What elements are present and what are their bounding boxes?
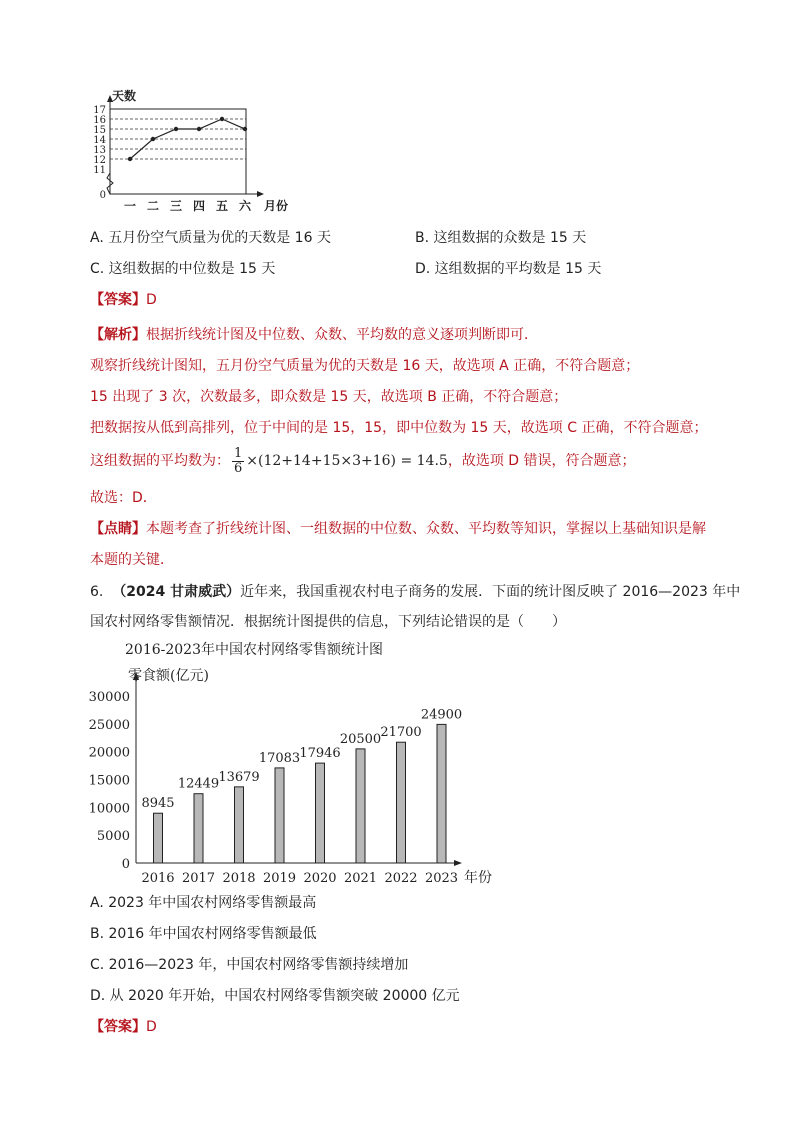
data-label: 13679 (218, 769, 260, 785)
x-tick-label: 2016 (141, 871, 175, 886)
y-tick-label: 15 (93, 125, 106, 136)
q5-analysis-line-3: 把数据按从低到高排列，位于中间的是 15，15，即中位数为 15 天，故选项 C 正确，不符合题意； (90, 420, 708, 436)
x-axis-arrow (454, 860, 462, 866)
comment-tag: 【点睛】 (90, 521, 146, 537)
fraction-denominator: 6 (234, 460, 243, 476)
data-label: 12449 (177, 776, 220, 792)
q6-source: （2024 甘肃威武） (112, 584, 241, 600)
answer-tag: 【答案】 (90, 1019, 146, 1035)
q5-analysis-line-1: 观察折线统计图知，五月份空气质量为优的天数是 16 天，故选项 A 正确，不符合题意； (90, 358, 640, 374)
y-tick-label: 11 (93, 165, 106, 176)
bar (235, 787, 244, 863)
bar (275, 768, 284, 863)
y-tick-label: 12 (93, 155, 106, 166)
bar (356, 749, 365, 863)
y-tick-label: 5000 (96, 829, 130, 845)
bar (437, 724, 446, 863)
bar (397, 742, 406, 863)
q5-option-a: A. 五月份空气质量为优的天数是 16 天 (90, 230, 331, 246)
x-tick-label: 二 (146, 199, 160, 212)
q5-option-b: B. 这组数据的众数是 15 天 (415, 230, 587, 246)
q5-conclusion: 故选：D． (90, 490, 157, 506)
x-tick-label: 六 (238, 199, 252, 212)
bar (194, 794, 203, 863)
plot-frame (110, 109, 246, 194)
x-tick-label: 2018 (222, 871, 256, 886)
bar (154, 813, 163, 863)
x-axis-label: 月份 (263, 199, 289, 212)
y-tick-label: 13 (93, 145, 106, 156)
x-tick-label: 2022 (384, 871, 418, 886)
y-tick-label: 17 (93, 105, 106, 116)
y-tick-label: 30000 (88, 690, 130, 705)
y-axis-label: 天数 (112, 89, 137, 103)
x-tick-label: 四 (192, 199, 206, 212)
q5-mean-line (90, 445, 636, 477)
analysis-tag: 【解析】 (90, 327, 146, 343)
data-label: 8945 (141, 796, 175, 812)
q5-analysis-line-2: 15 出现了 3 次，次数最多，即众数是 15 天，故选项 B 正确，不符合题意； (90, 389, 568, 405)
answer-tag: 【答案】 (90, 292, 146, 308)
q5-option-c: C. 这组数据的中位数是 15 天 (90, 261, 276, 277)
data-point (174, 127, 178, 131)
data-label: 24900 (420, 707, 463, 723)
y-tick-label: 16 (93, 115, 106, 126)
q6-answer (90, 1017, 157, 1037)
data-point (197, 127, 201, 131)
mean-suffix: ，故选项 D 错误，符合题意； (447, 453, 636, 469)
mean-prefix: 这组数据的平均数为： (90, 453, 230, 469)
q5-answer (90, 290, 157, 310)
bar (316, 763, 325, 863)
q6-option-b: B. 2016 年中国农村网络零售额最低 (90, 926, 317, 942)
q6-number: 6. (90, 584, 104, 600)
mean-fraction (232, 447, 244, 476)
y-tick-label: 0 (99, 190, 106, 201)
comment-text-1: 本题考查了折线统计图、一组数据的中位数、众数、平均数等知识，掌握以上基础知识是解 (146, 521, 706, 537)
y-tick-label: 14 (93, 135, 106, 146)
q5-comment-line-2: 本题的关键． (90, 552, 174, 568)
y-axis-label: 零食额(亿元) (128, 668, 209, 684)
y-tick-label: 15000 (88, 773, 130, 789)
data-point (151, 137, 155, 141)
x-tick-label: 2021 (343, 871, 378, 886)
y-tick-label: 25000 (88, 717, 130, 733)
data-point (220, 117, 224, 121)
fraction-numerator: 1 (234, 445, 243, 461)
data-label: 20500 (339, 731, 382, 747)
q6-stem-text-1: 近年来，我国重视农村电子商务的发展．下面的统计图反映了 2016—2023 年中 (240, 584, 741, 600)
x-tick-label: 一 (123, 199, 137, 212)
data-point (128, 157, 132, 161)
answer-value: D (146, 1019, 157, 1035)
y-tick-label: 10000 (88, 801, 130, 817)
line-chart (80, 84, 300, 212)
x-tick-label: 2017 (181, 871, 216, 886)
y-tick-label: 20000 (88, 745, 130, 761)
data-label: 17946 (299, 746, 341, 762)
data-label: 21700 (380, 725, 422, 741)
mean-expression: ×(12+14+15×3+16) = 14.5 (246, 453, 448, 469)
q6-stem-line-1 (90, 582, 740, 602)
x-tick-label: 2023 (424, 871, 459, 886)
x-axis-label: 年份 (464, 870, 492, 886)
x-tick-label: 2019 (262, 871, 297, 886)
analysis-lead-text: 根据折线统计图及中位数、众数、平均数的意义逐项判断即可． (146, 327, 538, 343)
bar-chart (80, 636, 500, 888)
q5-comment-line-1 (90, 519, 706, 539)
q6-option-c: C. 2016—2023 年，中国农村网络零售额持续增加 (90, 957, 409, 973)
answer-value: D (146, 292, 157, 308)
data-point (243, 127, 247, 131)
q5-option-d: D. 这组数据的平均数是 15 天 (415, 261, 602, 277)
bar-chart-title: 2016-2023年中国农村网络零售额统计图 (125, 642, 383, 658)
x-tick-label: 三 (169, 199, 183, 212)
x-tick-label: 2020 (303, 871, 337, 886)
q5-analysis-lead (90, 325, 538, 345)
q6-stem-line-2: 国农村网络零售额情况．根据统计图提供的信息，下列结论错误的是（ ） (90, 614, 566, 630)
data-label: 17083 (258, 750, 301, 766)
q6-option-a: A. 2023 年中国农村网络零售额最高 (90, 895, 317, 911)
x-axis-arrow (257, 191, 264, 197)
x-tick-label: 五 (215, 199, 229, 212)
q6-option-d: D. 从 2020 年开始，中国农村网络零售额突破 20000 亿元 (90, 988, 460, 1004)
y-tick-label: 0 (121, 857, 130, 872)
